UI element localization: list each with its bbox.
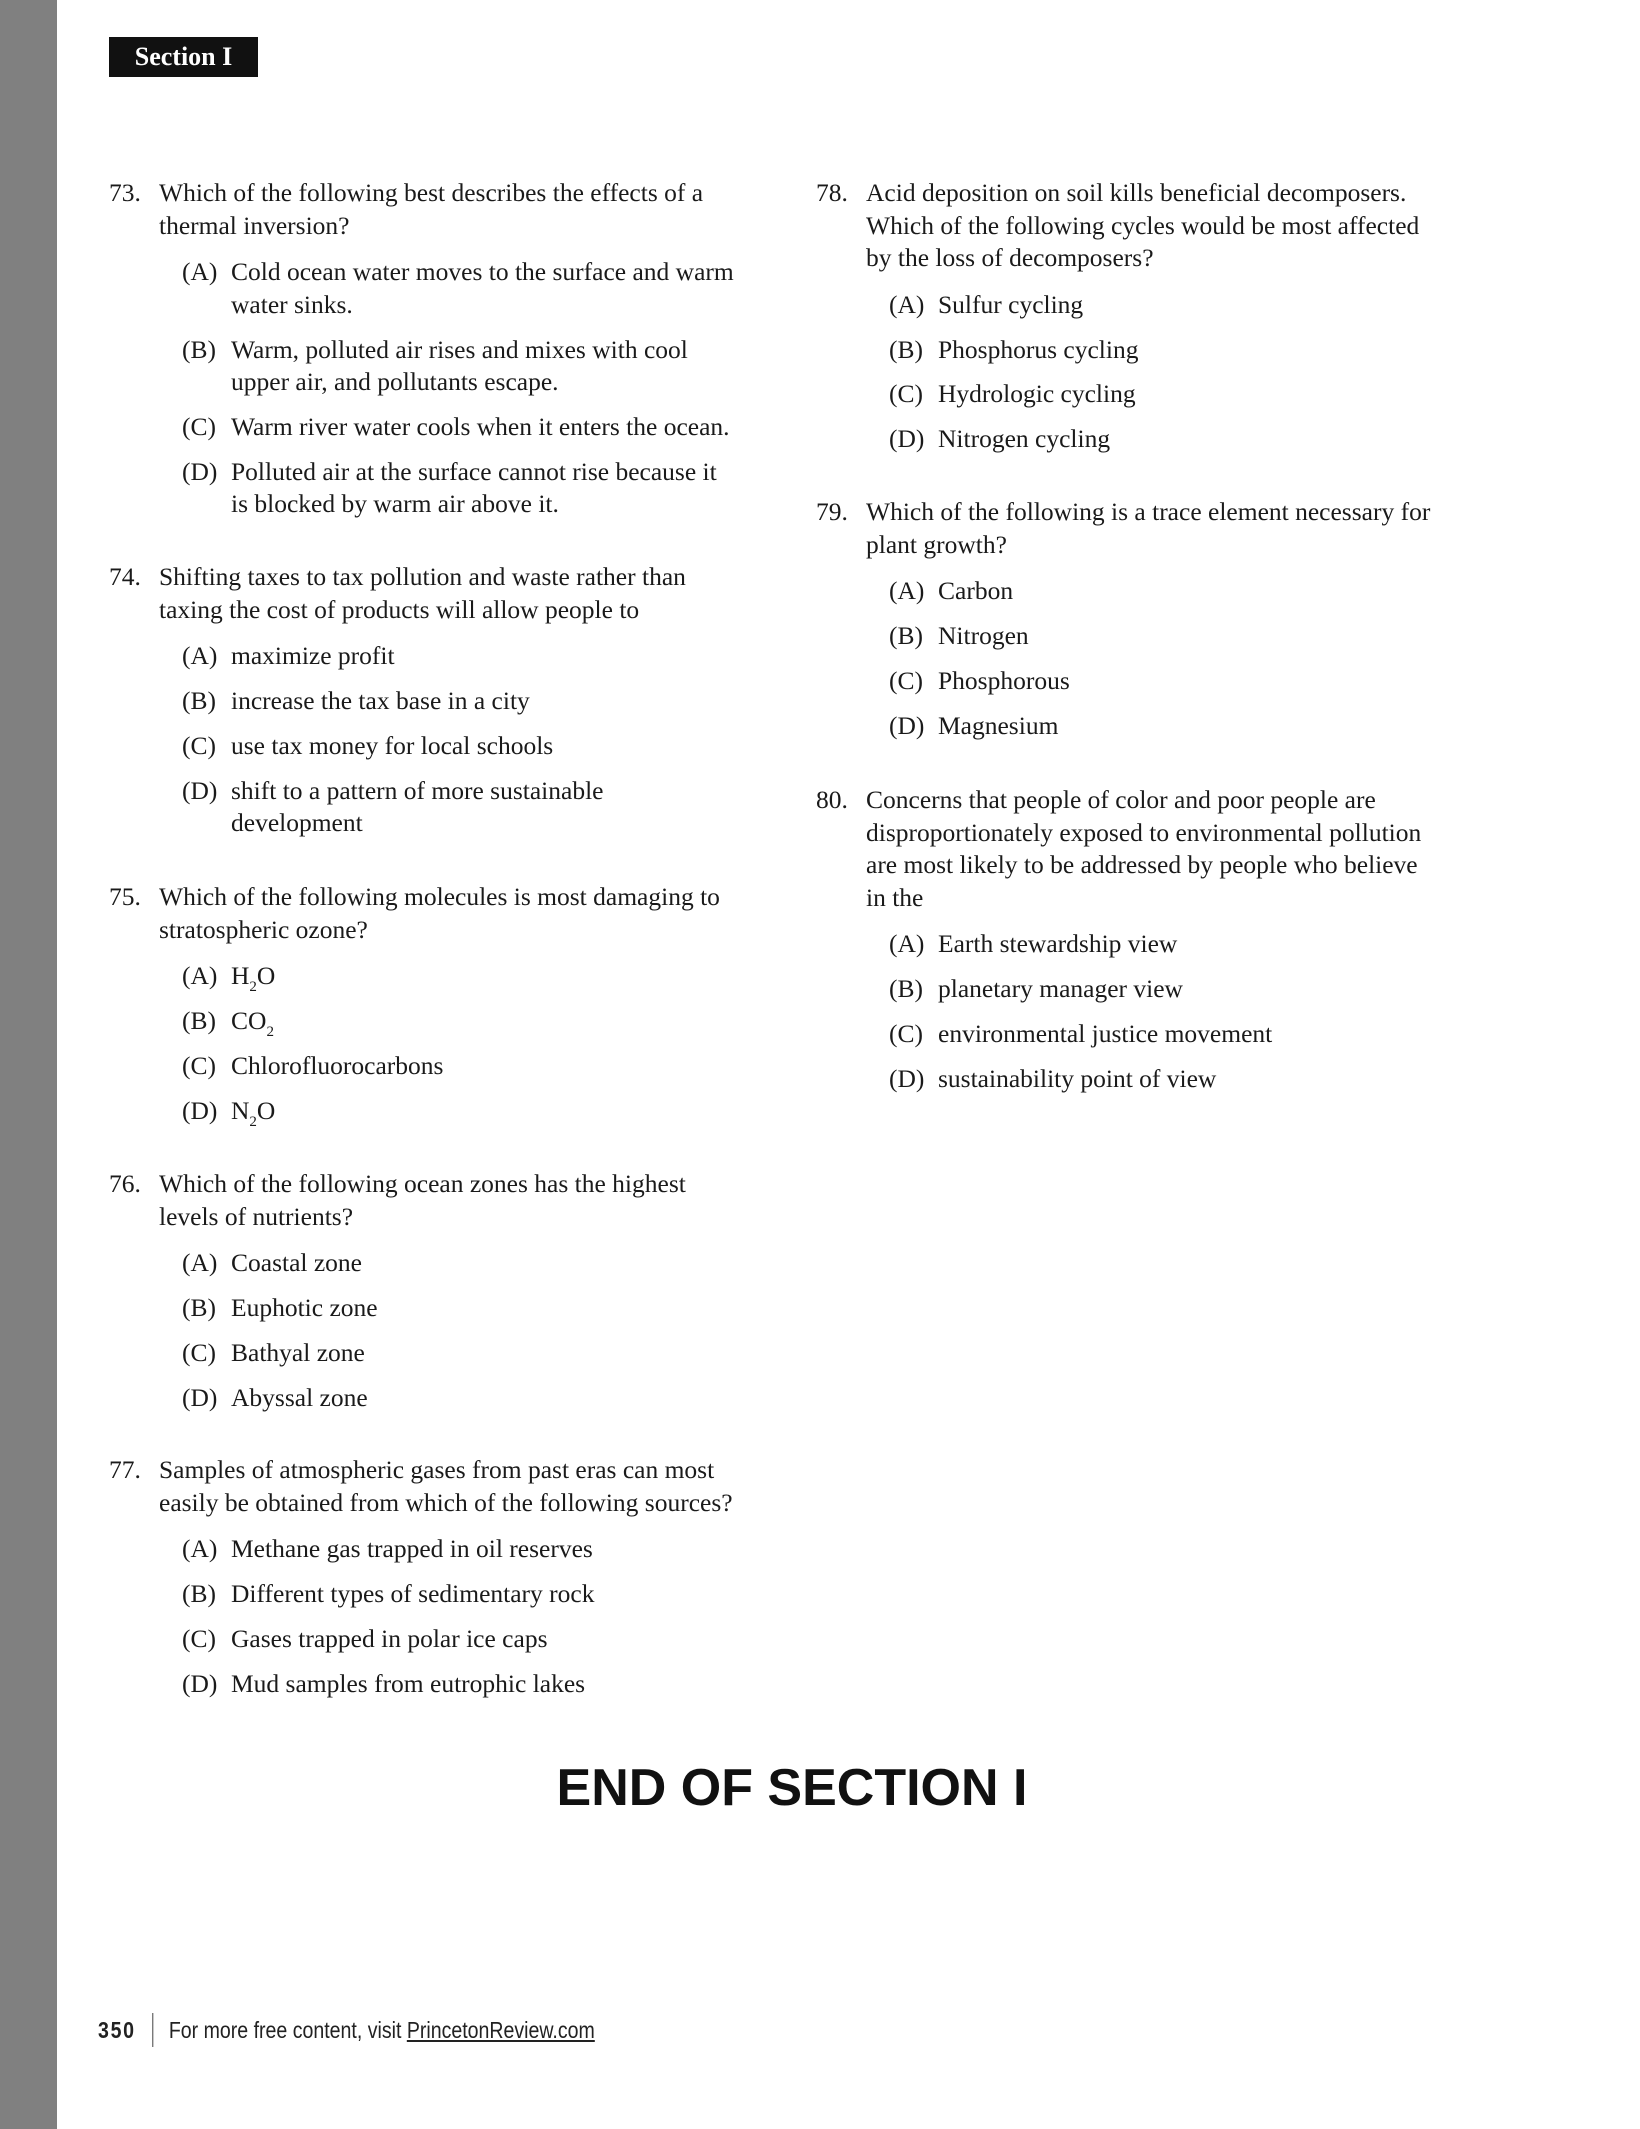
option-text-line: Abyssal zone: [231, 1382, 368, 1412]
option-letter: (A): [889, 929, 925, 959]
formula-part: O: [256, 961, 276, 991]
formula-part: H: [231, 961, 250, 991]
option-letter: (D): [182, 1095, 218, 1125]
option-text-line: Polluted air at the surface cannot rise because it: [231, 456, 717, 486]
question-text-line: Which of the following molecules is most damaging to: [159, 882, 720, 911]
option-text-line: Hydrologic cycling: [938, 379, 1136, 409]
option-letter: (B): [889, 974, 923, 1004]
answer-option-d[interactable]: [182, 1382, 686, 1415]
option-letter: (A): [182, 641, 218, 671]
option-text-line: Different types of sedimentary rock: [231, 1578, 595, 1608]
question-text-line: by the loss of decomposers?: [866, 243, 1154, 273]
option-letter: (C): [182, 411, 216, 441]
answer-option-b[interactable]: [182, 685, 686, 718]
question-stem: [109, 1454, 733, 1519]
end-banner-text: END OF SECTION I: [556, 1759, 1028, 1817]
answer-option-d[interactable]: [182, 1668, 733, 1701]
footer-divider: [153, 2013, 154, 2047]
option-letter: (A): [182, 1248, 218, 1278]
question-text-line: stratospheric ozone?: [159, 914, 368, 944]
answer-option-a[interactable]: [182, 256, 734, 321]
question-text-line: Acid deposition on soil kills beneficial decomposers.: [866, 178, 1407, 207]
option-letter: (B): [182, 1292, 216, 1322]
option-letter: (B): [182, 1005, 216, 1035]
question-text-line: Concerns that people of color and poor people are: [866, 785, 1376, 814]
page-footer: [98, 2013, 595, 2047]
option-text-line: increase the tax base in a city: [231, 685, 530, 715]
option-letter: (A): [182, 961, 218, 991]
option-text-line: Magnesium: [938, 710, 1059, 740]
option-text-line: Earth stewardship view: [938, 929, 1178, 959]
answer-option-d[interactable]: [182, 456, 734, 521]
answer-option-d[interactable]: [889, 1063, 1421, 1096]
option-letter: (B): [889, 334, 923, 364]
footer-text: For more free content, visit: [168, 2016, 402, 2043]
option-letter: (C): [889, 1018, 923, 1048]
question-number: 80.: [816, 785, 848, 814]
option-text-line: Gases trapped in polar ice caps: [231, 1623, 548, 1653]
question-stem: [109, 1168, 686, 1233]
answer-option-c[interactable]: [182, 1050, 720, 1083]
option-letter: (D): [182, 456, 218, 486]
answer-option-c[interactable]: [889, 378, 1419, 411]
question-text-line: plant growth?: [866, 529, 1007, 559]
question-text-line: Which of the following cycles would be most affected: [866, 210, 1420, 240]
formula-part: O: [256, 1095, 276, 1125]
option-letter: (D): [182, 1382, 218, 1412]
answer-option-c[interactable]: [182, 730, 686, 763]
answer-option-c[interactable]: [182, 1623, 733, 1656]
option-text-line: Sulfur cycling: [938, 289, 1084, 319]
formula-part: CO: [231, 1005, 267, 1035]
option-text-line: Coastal zone: [231, 1248, 362, 1278]
question-stem: [816, 496, 1430, 561]
option-text-line: shift to a pattern of more sustainable: [231, 775, 604, 805]
question-75: [109, 881, 720, 1130]
question-73: [109, 177, 734, 521]
question-text-line: disproportionately exposed to environmental pollution: [866, 817, 1422, 847]
question-text-line: Which of the following best describes the effects of a: [159, 178, 704, 207]
answer-option-a[interactable]: [889, 289, 1419, 322]
question-text-line: thermal inversion?: [159, 210, 350, 240]
option-formula: [231, 1005, 720, 1038]
answer-option-b[interactable]: [182, 1292, 686, 1325]
option-text-line: Warm river water cools when it enters the ocean.: [231, 411, 730, 441]
formula-subscript: 2: [266, 1023, 274, 1040]
option-text-line: Warm, polluted air rises and mixes with cool: [231, 334, 688, 364]
option-text-line: Euphotic zone: [231, 1292, 378, 1322]
answer-option-a[interactable]: [889, 928, 1421, 961]
question-number: 79.: [816, 497, 848, 526]
answer-option-d[interactable]: [889, 710, 1430, 743]
question-stem: [109, 881, 720, 946]
question-stem: [109, 177, 734, 242]
option-letter: (D): [182, 775, 218, 805]
option-letter: (C): [889, 665, 923, 695]
formula-part: N: [231, 1095, 250, 1125]
option-letter: (D): [889, 1063, 925, 1093]
princeton-review-link[interactable]: PrincetonReview.com: [406, 2016, 595, 2043]
option-letter: (D): [182, 1668, 218, 1698]
section-label: Section I: [109, 37, 258, 77]
answer-option-b[interactable]: [182, 334, 734, 399]
option-text-line: Nitrogen cycling: [938, 424, 1111, 454]
question-text-line: Samples of atmospheric gases from past eras can most: [159, 1455, 715, 1484]
option-text-line: development: [231, 808, 363, 838]
option-text-line: use tax money for local schools: [231, 730, 554, 760]
option-letter: (C): [889, 379, 923, 409]
option-text-line: Nitrogen: [938, 620, 1029, 650]
option-text-line: Carbon: [938, 576, 1014, 606]
option-letter: (B): [182, 1578, 216, 1608]
option-text-line: planetary manager view: [938, 974, 1183, 1004]
answer-option-a[interactable]: [182, 640, 686, 673]
question-stem: [816, 784, 1421, 914]
option-letter: (B): [182, 334, 216, 364]
option-text-line: upper air, and pollutants escape.: [231, 367, 559, 397]
question-text-line: in the: [866, 882, 924, 912]
option-text-line: water sinks.: [231, 289, 353, 319]
answer-option-a[interactable]: [182, 1247, 686, 1280]
option-text-line: sustainability point of view: [938, 1063, 1217, 1093]
answer-option-a[interactable]: [182, 960, 720, 996]
question-text-line: taxing the cost of products will allow people to: [159, 594, 640, 624]
option-text-line: is blocked by warm air above it.: [231, 489, 559, 519]
option-letter: (A): [182, 1534, 218, 1564]
question-76: [109, 1168, 686, 1414]
answer-option-c[interactable]: [889, 665, 1430, 698]
option-text-line: environmental justice movement: [938, 1018, 1273, 1048]
option-text-line: Bathyal zone: [231, 1337, 365, 1367]
page-number: 350: [98, 2016, 136, 2043]
question-77: [109, 1454, 733, 1700]
answer-option-b[interactable]: [889, 620, 1430, 653]
formula-subscript: 2: [249, 1113, 257, 1130]
option-formula: [231, 1095, 720, 1128]
question-number: 73.: [109, 178, 141, 207]
question-stem: [109, 561, 686, 626]
answer-option-d[interactable]: [889, 423, 1419, 456]
option-letter: (C): [182, 730, 216, 760]
question-number: 75.: [109, 882, 141, 911]
option-letter: (B): [889, 620, 923, 650]
question-number: 76.: [109, 1169, 141, 1198]
question-stem: [816, 177, 1419, 275]
option-letter: (C): [182, 1623, 216, 1653]
option-text-line: maximize profit: [231, 641, 395, 671]
option-text-line: Cold ocean water moves to the surface and warm: [231, 257, 734, 287]
question-text-line: easily be obtained from which of the following sources?: [159, 1487, 733, 1517]
option-letter: (D): [889, 424, 925, 454]
formula-subscript: 2: [249, 979, 257, 996]
answer-option-b[interactable]: [182, 1578, 733, 1611]
question-text-line: levels of nutrients?: [159, 1201, 354, 1231]
question-text-line: are most likely to be addressed by people who believe: [866, 850, 1418, 880]
question-74: [109, 561, 686, 840]
question-text-line: Which of the following ocean zones has the highest: [159, 1169, 686, 1198]
answer-option-b[interactable]: [889, 334, 1419, 367]
question-number: 78.: [816, 178, 848, 207]
option-letter: (C): [182, 1337, 216, 1367]
answer-option-a[interactable]: [182, 1533, 733, 1566]
question-number: 77.: [109, 1455, 141, 1484]
option-letter: (D): [889, 710, 925, 740]
answer-option-c[interactable]: [182, 411, 734, 444]
answer-option-b[interactable]: [889, 973, 1421, 1006]
question-78: [816, 177, 1419, 456]
answer-option-b[interactable]: [182, 1005, 720, 1038]
answer-option-c[interactable]: [889, 1018, 1421, 1051]
option-letter: (A): [889, 289, 925, 319]
option-letter: (A): [889, 576, 925, 606]
question-80: [816, 784, 1421, 1095]
question-79: [816, 496, 1430, 742]
option-formula: [231, 960, 720, 996]
option-letter: (A): [182, 257, 218, 287]
option-text-line: Chlorofluorocarbons: [231, 1050, 444, 1080]
end-of-section-banner: [0, 1758, 1640, 1818]
option-text-line: Mud samples from eutrophic lakes: [231, 1668, 586, 1698]
option-text-line: Methane gas trapped in oil reserves: [231, 1534, 593, 1564]
answer-option-d[interactable]: [182, 775, 686, 840]
option-text-line: Phosphorous: [938, 665, 1070, 695]
option-letter: (C): [182, 1050, 216, 1080]
question-text-line: Which of the following is a trace element necessary for: [866, 497, 1431, 526]
option-letter: (B): [182, 685, 216, 715]
option-text-line: Phosphorus cycling: [938, 334, 1139, 364]
answer-option-c[interactable]: [182, 1337, 686, 1370]
answer-option-d[interactable]: [182, 1095, 720, 1128]
question-text-line: Shifting taxes to tax pollution and waste rather than: [159, 562, 686, 591]
question-number: 74.: [109, 562, 141, 591]
answer-option-a[interactable]: [889, 575, 1430, 608]
